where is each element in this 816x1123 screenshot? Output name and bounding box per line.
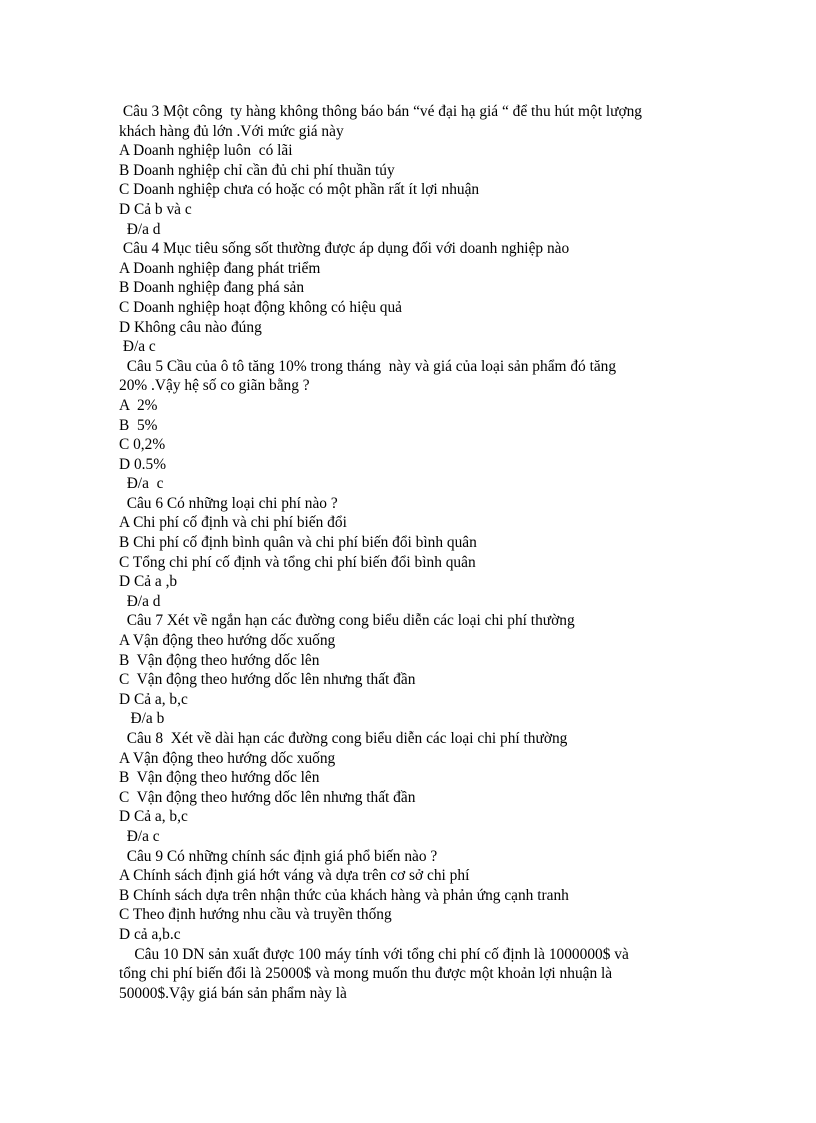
text-line: C Tổng chi phí cố định và tổng chi phí biến đổi bình quân (119, 553, 476, 571)
text-line: A Chính sách định giá hớt váng và dựa trên cơ sở chi phí (119, 867, 470, 885)
text-line: A Vận động theo hướng dốc xuống (119, 632, 336, 650)
text-line: Câu 5 Cầu của ô tô tăng 10% trong tháng này và giá của loại sản phẩm đó tăng (119, 357, 617, 375)
text-line: Câu 3 Một công ty hàng không thông báo bán “vé đại hạ giá “ để thu hút một lượng (119, 103, 642, 120)
text-line: A Doanh nghiệp luôn có lãi (119, 142, 293, 160)
text-line: B 5% (119, 416, 158, 434)
text-line: C Vận động theo hướng dốc lên nhưng thất đần (119, 788, 416, 806)
text-line: Đ/a c (119, 827, 160, 845)
text-line: Đ/a d (119, 220, 161, 238)
text-line: D Cả a, b,c (119, 808, 188, 826)
text-line: 50000$.Vậy giá bán sản phẩm này là (119, 984, 347, 1002)
document-body (119, 102, 699, 1003)
text-line: C Theo định hướng nhu cầu và truyền thống (119, 906, 392, 924)
text-line: C Doanh nghiệp chưa có hoặc có một phần rất ít lợi nhuận (119, 181, 480, 199)
text-line: B Vận động theo hướng dốc lên (119, 651, 320, 669)
text-line: Câu 4 Mục tiêu sống sốt thường được áp dụng đối với doanh nghiệp nào (119, 240, 570, 258)
text-line: Đ/a c (119, 338, 156, 356)
text-line: C Vận động theo hướng dốc lên nhưng thất đần (119, 671, 416, 689)
text-line: A Doanh nghiệp đang phát triểm (119, 259, 321, 277)
text-line: D 0.5% (119, 455, 167, 473)
text-line: C Doanh nghiệp hoạt động không có hiệu quả (119, 298, 402, 316)
text-line: D cả a,b.c (119, 925, 181, 943)
text-line: Đ/a d (119, 592, 161, 610)
text-line: Câu 6 Có những loại chi phí nào ? (119, 494, 338, 512)
text-line: A Chi phí cố định và chi phí biến đổi (119, 514, 347, 532)
text-line: khách hàng đủ lớn .Với mức giá này (119, 122, 344, 140)
text-line: Đ/a b (119, 710, 165, 728)
text-line: D Không câu nào đúng (119, 318, 262, 336)
text-line: Câu 8 Xét về dài hạn các đường cong biểu diễn các loại chi phí thường (119, 730, 568, 747)
text-line: Câu 9 Có những chính sác định giá phổ biến nào ? (119, 847, 438, 865)
text-line: Đ/a c (119, 475, 164, 493)
text-line: 20% .Vậy hệ số co giãn bằng ? (119, 377, 310, 395)
text-line: D Cả a, b,c (119, 690, 188, 708)
text-line: tổng chi phí biến đổi là 25000$ và mong muốn thu được một khoản lợi nhuận là (119, 965, 613, 983)
text-line: B Chính sách dựa trên nhận thức của khách hàng và phản ứng cạnh tranh (119, 886, 569, 904)
text-line: A 2% (119, 396, 158, 414)
text-line: C 0,2% (119, 436, 166, 454)
text-line: Câu 10 DN sản xuất được 100 máy tính với tổng chi phí cố định là 1000000$ và (119, 945, 629, 963)
text-line: B Vận động theo hướng dốc lên (119, 769, 320, 787)
text-line: B Doanh nghiệp chỉ cần đủ chi phí thuần túy (119, 161, 395, 179)
text-line: A Vận động theo hướng dốc xuống (119, 749, 336, 767)
text-line: D Cả a ,b (119, 573, 178, 591)
text-line: B Chi phí cố định bình quân và chi phí biến đổi bình quân (119, 534, 477, 552)
text-line: Câu 7 Xét về ngắn hạn các đường cong biểu diễn các loại chi phí thường (119, 612, 575, 630)
text-line: D Cả b và c (119, 200, 192, 218)
text-line: B Doanh nghiệp đang phá sản (119, 279, 305, 297)
